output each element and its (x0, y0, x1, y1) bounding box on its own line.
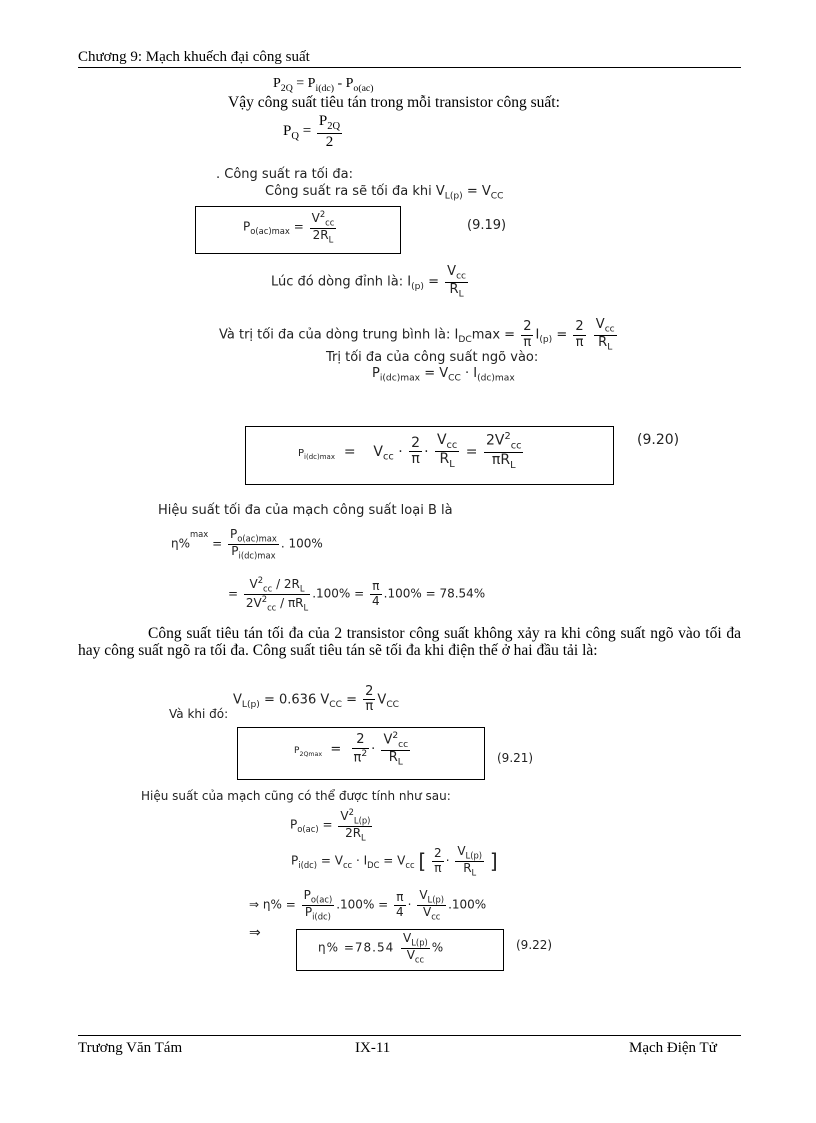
sentence-then: Và khi đó: (169, 707, 229, 721)
sentence-alt-efficiency: Hiệu suất của mạch cũng có thể được tính như sau: (141, 789, 451, 803)
eq-efficiency-1: η%$^{max}$ = $\frac{P_{o(ac)max}}{P_{i(dc)max}}$ . 100% (171, 527, 323, 561)
section-max-output: . Công suất ra tối đa: (216, 167, 353, 182)
eq-poac: $P_{o(ac)}$ = $\frac{V^2_{L(p)}}{2R_L}$ (290, 807, 371, 843)
eq-9-19-tag: (9.19) (467, 218, 507, 233)
sentence-efficiency: Hiệu suất tối đa của mạch công suất loại B là (158, 503, 453, 518)
eq-9-20: $P_{i(dc)max}$ = $V_{cc}$ · $\frac{2}{\pi}$ · $\frac{V_{cc}}{R_L}$ = $\frac{2V^2_{cc}}{\pi R_L}$ (298, 431, 522, 472)
footer-subject: Mạch Điện Tử (629, 1040, 717, 1056)
eq-efficiency-3: ⇒ η% = $\frac{P_{o(ac)}}{P_{i(dc)}}$ .100% = $\frac{\pi}{4}$ · $\frac{V_{L(p)}}{V_{cc}}$ .100% (249, 888, 487, 922)
footer-author: Trương Văn Tám (78, 1040, 183, 1056)
eq-vlp: $V_{L(p)} = 0.636$ $V_{CC}$ = $\frac{2}{\pi}$ $V_{CC}$ (233, 684, 400, 715)
footer-page-number: IX-11 (355, 1040, 391, 1056)
eq-9-21-tag: (9.21) (497, 751, 534, 765)
page-header-title: Chương 9: Mạch khuếch đại công suất (78, 49, 310, 65)
eq-efficiency-2: = $\frac{V^2_{cc} / 2R_L}{2V^2_{cc} / \pi R_L}$ .100% = $\frac{\pi}{4}$ .100% = 78.54% (228, 575, 486, 613)
eq-p2q: $P_{2Q} = P_{i(dc)} - P_{o(ac)}$ (273, 76, 374, 94)
eq-9-22: η% =78.54 $\frac{V_{L(p)}}{V_{cc}}$ % (318, 931, 445, 965)
eq-9-20-tag: (9.20) (637, 432, 680, 448)
arrow-implies: ⇒ (249, 925, 261, 941)
eq-9-21: $P_{2Qmax}$ = $\frac{2}{\pi^2}$ · $\frac{V^2_{cc}}{R_L}$ (294, 731, 409, 768)
eq-pin-max: $P_{i(dc)max} = V_{CC} \cdot I_{(dc)max}$ (372, 366, 515, 384)
footer-rule (78, 1035, 741, 1036)
eq-pidc: $P_{i(dc)} = V_{cc} \cdot I_{DC} = V_{cc}$ [ $\frac{2}{\pi}$ · $\frac{V_{L(p)}}{R_L}$ ] (291, 844, 498, 878)
sentence-pq: Vậy công suất tiêu tán trong mỗi transistor công suất: (228, 94, 560, 111)
header-rule (78, 67, 741, 68)
paragraph-dissipation: Công suất tiêu tán tối đa của 2 transistor công suất không xảy ra khi công suất ngõ vào tối đa hay công suất ngõ ra tối đa. Công suất tiêu tán sẽ tối đa khi điện thế ở hai đầu tải là: (78, 625, 741, 659)
sentence-avg-current: Và trị tối đa của dòng trung bình là: $I_{DC}\max$ = $\frac{2}{\pi}$ $I_{(p)}$ = $\frac{2}{\pi}$ $\frac{V_{cc}}{R_L}$ (219, 317, 615, 353)
eq-pq: $P_Q$ = $\frac{P_{2Q}}{2}$ (283, 113, 341, 150)
sentence-peak-current: Lúc đó dòng đỉnh là: $I_{(p)}$ = $\frac{V_{cc}}{R_L}$ (271, 264, 467, 300)
sentence-max-input: Trị tối đa của công suất ngõ vào: (326, 350, 539, 365)
sentence-max-output: Công suất ra sẽ tối đa khi $V_{L(p)} = V_{CC}$ (265, 184, 504, 202)
eq-9-22-tag: (9.22) (516, 938, 553, 952)
eq-9-19: $P_{o(ac)max}$ = $\frac{V^2_{cc}}{2R_L}$ (243, 209, 335, 245)
